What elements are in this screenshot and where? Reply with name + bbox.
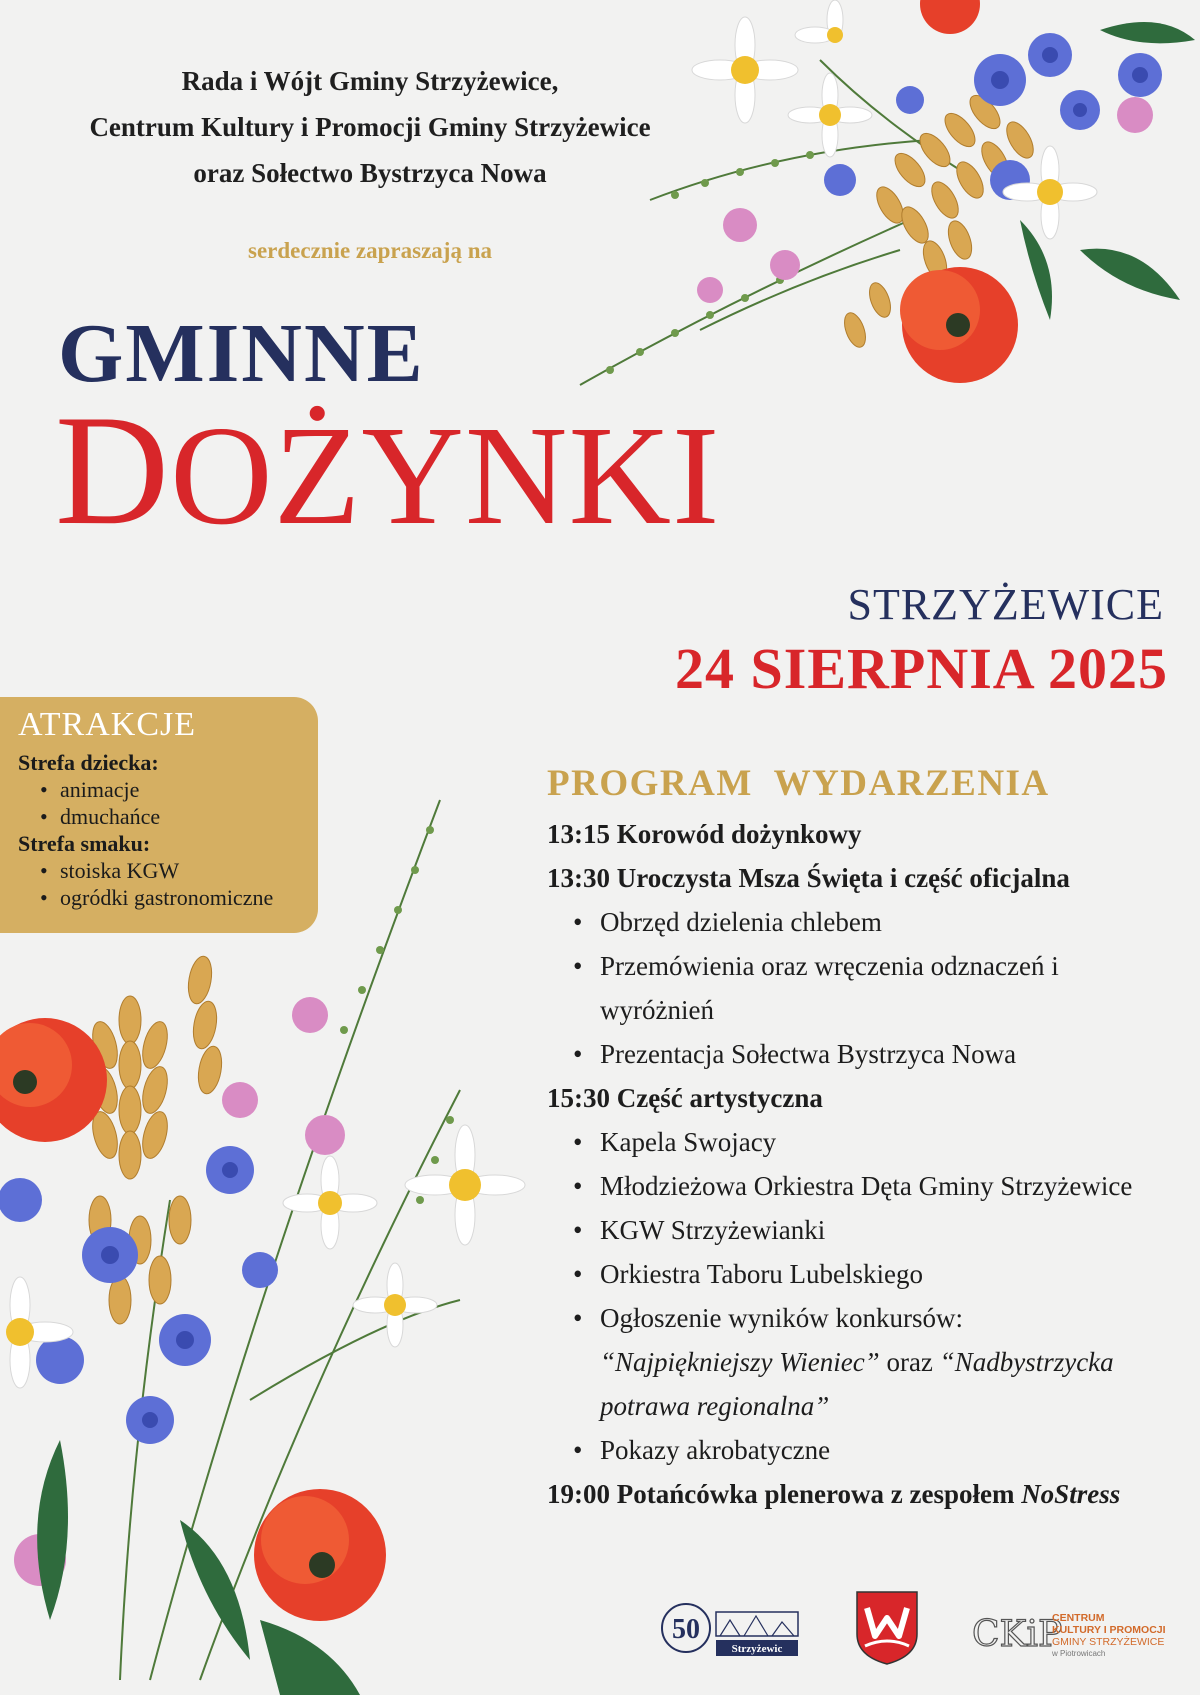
contest-name-1: “Najpiękniejszy Wieniec” [600, 1347, 880, 1377]
list-item: • Prezentacja Sołectwa Bystrzyca Nowa [547, 1032, 1167, 1076]
event-date: 24 SIERPNIA 2025 [675, 636, 1168, 701]
attractions-box [0, 697, 318, 933]
contest-lead: Ogłoszenie wyników konkursów: [600, 1303, 963, 1333]
attractions-group-heading: Strefa dziecka: [18, 750, 159, 775]
list-item: • animacje [40, 776, 318, 803]
anniversary-town: Strzyżewic [731, 1643, 783, 1655]
list-item: • Obrzęd dzielenia chlebem [547, 900, 1167, 944]
title-gminne: GMINNE [58, 307, 425, 400]
event-place: STRZYŻEWICE [847, 580, 1164, 629]
program-sublist [547, 1120, 1167, 1472]
list-item: • Młodzieżowa Orkiestra Dęta Gminy Strzyżewice [547, 1164, 1167, 1208]
program-entry: 13:30 Uroczysta Msza Święta i część oficjalna [547, 863, 1070, 893]
list-item: • Orkiestra Taboru Lubelskiego [547, 1252, 1167, 1296]
list-item: • Pokazy akrobatyczne [547, 1428, 1167, 1472]
ckip-logo-text [1052, 1612, 1166, 1660]
program-entry: 13:15 Korowód dożynkowy [547, 819, 862, 849]
organizers [40, 58, 700, 196]
title-dozynki-rest: OŻYNKI [170, 396, 721, 554]
program-title: PROGRAM WYDARZENIA [547, 763, 1050, 804]
list-item: • Przemówienia oraz wręczenia odznaczeń i wyróżnień [547, 944, 1167, 1032]
program-sublist [547, 900, 1167, 1076]
contest-conjunction: oraz [879, 1347, 940, 1377]
invitation-text: serdecznie zapraszają na [248, 238, 492, 263]
band-name: NoStress [1021, 1479, 1121, 1509]
anniversary-number: 50 [672, 1614, 700, 1645]
list-item: • dmuchańce [40, 803, 318, 830]
list-item: • Kapela Swojacy [547, 1120, 1167, 1164]
contest-name-2: “Nadbystrzycka potrawa regionalna” [600, 1347, 1114, 1421]
ckip-mark-text: CKiP [972, 1614, 1063, 1655]
ckip-logo-mark [970, 1604, 1063, 1656]
title-dozynki-initial: D [55, 383, 171, 558]
anniversary-logo [660, 1600, 802, 1660]
coat-of-arms-icon [855, 1590, 919, 1666]
list-item: • KGW Strzyżewianki [547, 1208, 1167, 1252]
organizer-line-1: Rada i Wójt Gminy Strzyżewice, [181, 66, 559, 96]
program-list [547, 812, 1167, 1516]
list-item-contest [547, 1296, 1167, 1428]
floral-decoration-bottom-left [0, 800, 540, 1695]
ckip-line: GMINY STRZYŻEWICE [1052, 1636, 1165, 1648]
program-entry [547, 1472, 1167, 1516]
attractions-list [18, 857, 318, 911]
attractions-group-heading: Strefa smaku: [18, 831, 151, 856]
attractions-list [18, 776, 318, 830]
program-entry-text: 19:00 Potańcówka plenerowa z zespołem [547, 1479, 1022, 1509]
ckip-line: w Piotrowicach [1052, 1649, 1106, 1658]
list-item: • stoiska KGW [40, 857, 318, 884]
ckip-line: CENTRUM [1052, 1612, 1105, 1624]
attractions-title: ATRAKCJE [18, 706, 197, 743]
list-item: • ogródki gastronomiczne [40, 884, 318, 911]
organizer-line-3: oraz Sołectwo Bystrzyca Nowa [193, 158, 547, 188]
title-dozynki [55, 383, 721, 558]
organizer-line-2: Centrum Kultury i Promocji Gminy Strzyżewice [89, 112, 651, 142]
program-entry: 15:30 Część artystyczna [547, 1083, 823, 1113]
ckip-line: KULTURY I PROMOCJI [1052, 1624, 1166, 1636]
